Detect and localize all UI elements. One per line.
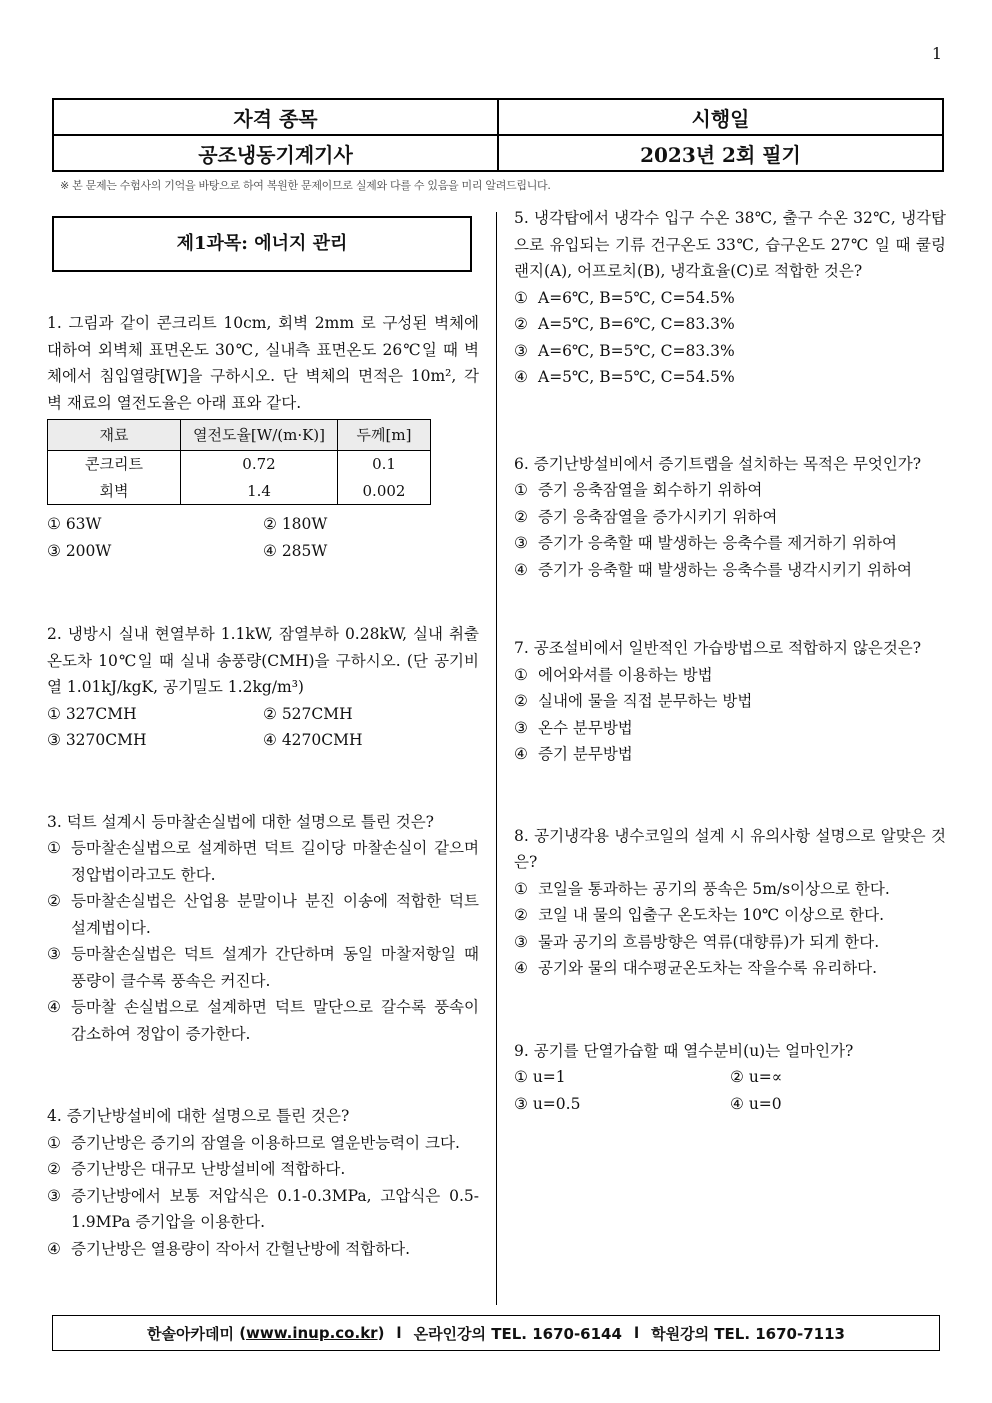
disclaimer-notice: ※ 본 문제는 수험사의 기억을 바탕으로 하여 복원한 문제이므로 실제와 다를 수 있음을 미리 알려드립니다.	[60, 179, 551, 192]
question-8-text: 8. 공기냉각용 냉수코일의 설계 시 유의사항 설명으로 알맞은 것은?	[514, 826, 946, 871]
academy-name: 한솔아카데미	[147, 1324, 234, 1343]
question-5	[514, 205, 946, 391]
footer-bar: 한솔아카데미 ( www.inup.co.kr ) l 온라인강의 TEL. 1670-6144 l 학원강의 TEL. 1670-7113	[52, 1315, 940, 1351]
question-7	[514, 635, 946, 768]
option-4: ④ 증기난방은 열용량이 작아서 간헐난방에 적합하다.	[47, 1239, 411, 1258]
question-4-text: 4. 증기난방설비에 대한 설명으로 틀린 것은?	[47, 1107, 350, 1125]
option-4: ④ 증기가 응축할 때 발생하는 응축수를 냉각시키기 위하여	[514, 560, 912, 579]
option-4: ④ u=0	[730, 1094, 782, 1113]
option-2: ② u=∝	[730, 1068, 783, 1086]
right-column	[514, 205, 946, 1117]
option-2: ② 등마찰손실법은 산업용 분말이나 분진 이송에 적합한 덕트 설계법이다.	[47, 892, 479, 937]
option-3: ③ u=0.5	[514, 1094, 581, 1113]
option-2: ② 증기난방은 대규모 난방설비에 적합하다.	[47, 1160, 346, 1178]
option-2: ② 증기 응축잠열을 증가시키기 위하여	[514, 507, 778, 526]
question-9-text: 9. 공기를 단열가습할 때 열수분비(u)는 얼마인가?	[514, 1041, 854, 1060]
option-3: ③ 증기난방에서 보통 저압식은 0.1-0.3MPa, 고압식은 0.5-1.9MPa 증기압을 이용한다.	[47, 1186, 479, 1231]
header-date-label: 시행일	[498, 99, 943, 135]
table-header-conductivity: 열전도율[W/(m·K)]	[181, 420, 338, 451]
option-1: ① 327CMH	[47, 704, 137, 723]
header-subject-label: 자격 종목	[53, 99, 498, 135]
option-4: ④ 등마찰 손실법으로 설계하면 덕트 말단으로 갈수록 풍속이 감소하여 정압이 증가한다.	[47, 998, 479, 1043]
option-2: ② 527CMH	[263, 704, 353, 723]
option-1: ① A=6℃, B=5℃, C=54.5%	[514, 288, 735, 307]
table-cell: 1.4	[181, 478, 338, 505]
option-1: ① 에어와셔를 이용하는 방법	[514, 665, 713, 684]
question-6-text: 6. 증기난방설비에서 증기트랩을 설치하는 목적은 무엇인가?	[514, 454, 922, 473]
option-4: ④ 공기와 물의 대수평균온도차는 작을수록 유리하다.	[514, 959, 878, 977]
column-divider	[496, 212, 497, 1305]
question-1	[47, 310, 479, 564]
table-cell: 0.72	[181, 451, 338, 478]
option-4: ④ 285W	[263, 541, 328, 560]
online-phone: 온라인강의 TEL. 1670-6144	[413, 1324, 622, 1343]
option-4: ④ 4270CMH	[263, 731, 363, 749]
option-3: ③ 3270CMH	[47, 731, 147, 749]
question-9	[514, 1038, 946, 1118]
question-7-text: 7. 공조설비에서 일반적인 가습방법으로 적합하지 않은것은?	[514, 639, 922, 657]
option-1: ① 증기난방은 증기의 잠열을 이용하므로 열운반능력이 크다.	[47, 1133, 460, 1152]
academy-url-link[interactable]: www.inup.co.kr	[246, 1324, 378, 1342]
question-2	[47, 621, 479, 754]
footer-separator: l	[633, 1324, 640, 1342]
table-cell: 0.002	[338, 478, 431, 505]
question-8	[514, 823, 946, 982]
table-cell: 0.1	[338, 451, 431, 478]
header-date-value: 2023년 2회 필기	[498, 135, 943, 171]
option-4: ④ 증기 분무방법	[514, 745, 633, 763]
table-header-material: 재료	[48, 420, 181, 451]
option-3: ③ 200W	[47, 541, 112, 560]
subject-title: 제1과목: 에너지 관리	[52, 216, 472, 272]
question-4	[47, 1103, 479, 1262]
option-1: ① 코일을 통과하는 공기의 풍속은 5m/s이상으로 한다.	[514, 879, 890, 898]
option-2: ② A=5℃, B=6℃, C=83.3%	[514, 315, 735, 333]
question-1-text: 1. 그림과 같이 콘크리트 10cm, 회벽 2mm 로 구성된 벽체에 대하여 외벽체 표면온도 30℃, 실내측 표면온도 26℃일 때 벽체에서 침입열량[W]을 구하시오. 단 벽체의 면적은 10m², 각 벽 재료의 열전도율은 아래 표와 같다.	[47, 314, 479, 412]
header-subject-value: 공조냉동기계기사	[53, 135, 498, 171]
header-table	[52, 98, 944, 172]
table-row	[48, 478, 431, 505]
question-6	[514, 451, 946, 584]
option-1: ① 증기 응축잠열을 회수하기 위하여	[514, 481, 763, 499]
left-column	[47, 212, 479, 1262]
question-2-text: 2. 냉방시 실내 현열부하 1.1kW, 잠열부하 0.28kW, 실내 취출온도차 10℃일 때 실내 송풍량(CMH)을 구하시오. (단 공기비열 1.01kJ/kgK, 공기밀도 1.2kg/m³)	[47, 625, 479, 696]
option-4: ④ A=5℃, B=5℃, C=54.5%	[514, 368, 735, 386]
table-cell: 콘크리트	[48, 451, 181, 478]
question-3	[47, 809, 479, 1048]
table-cell: 회벽	[48, 478, 181, 505]
option-1: ① u=1	[514, 1068, 566, 1086]
table-header-thickness: 두께[m]	[338, 420, 431, 451]
option-2: ② 코일 내 물의 입출구 온도차는 10℃ 이상으로 한다.	[514, 906, 884, 924]
question-5-text: 5. 냉각탑에서 냉각수 입구 수온 38℃, 출구 수온 32℃, 냉각탑으로 유입되는 기류 건구온도 33℃, 습구온도 27℃ 일 때 쿨링랜지(A), 어프로치(B), 냉각효율(C)로 적합한 것은?	[514, 209, 946, 280]
question-3-text: 3. 덕트 설계시 등마찰손실법에 대한 설명으로 틀린 것은?	[47, 812, 434, 831]
option-1: ① 등마찰손실법으로 설계하면 덕트 길이당 마찰손실이 같으며 정압법이라고도 한다.	[47, 839, 479, 884]
option-3: ③ 물과 공기의 흐름방향은 역류(대향류)가 되게 한다.	[514, 932, 880, 951]
option-2: ② 180W	[263, 515, 328, 533]
option-3: ③ 온수 분무방법	[514, 718, 633, 737]
offline-phone: 학원강의 TEL. 1670-7113	[651, 1324, 845, 1343]
material-table	[47, 419, 431, 505]
option-3: ③ 증기가 응축할 때 발생하는 응축수를 제거하기 위하여	[514, 534, 897, 552]
option-2: ② 실내에 물을 직접 분무하는 방법	[514, 692, 753, 710]
page-number: 1	[931, 44, 942, 63]
option-1: ① 63W	[47, 515, 102, 533]
footer-separator: l	[396, 1324, 402, 1342]
option-3: ③ A=6℃, B=5℃, C=83.3%	[514, 341, 735, 360]
option-3: ③ 등마찰손실법은 덕트 설계가 간단하며 동일 마찰저항일 때 풍량이 클수록 풍속은 커진다.	[47, 945, 479, 990]
table-row	[48, 451, 431, 478]
